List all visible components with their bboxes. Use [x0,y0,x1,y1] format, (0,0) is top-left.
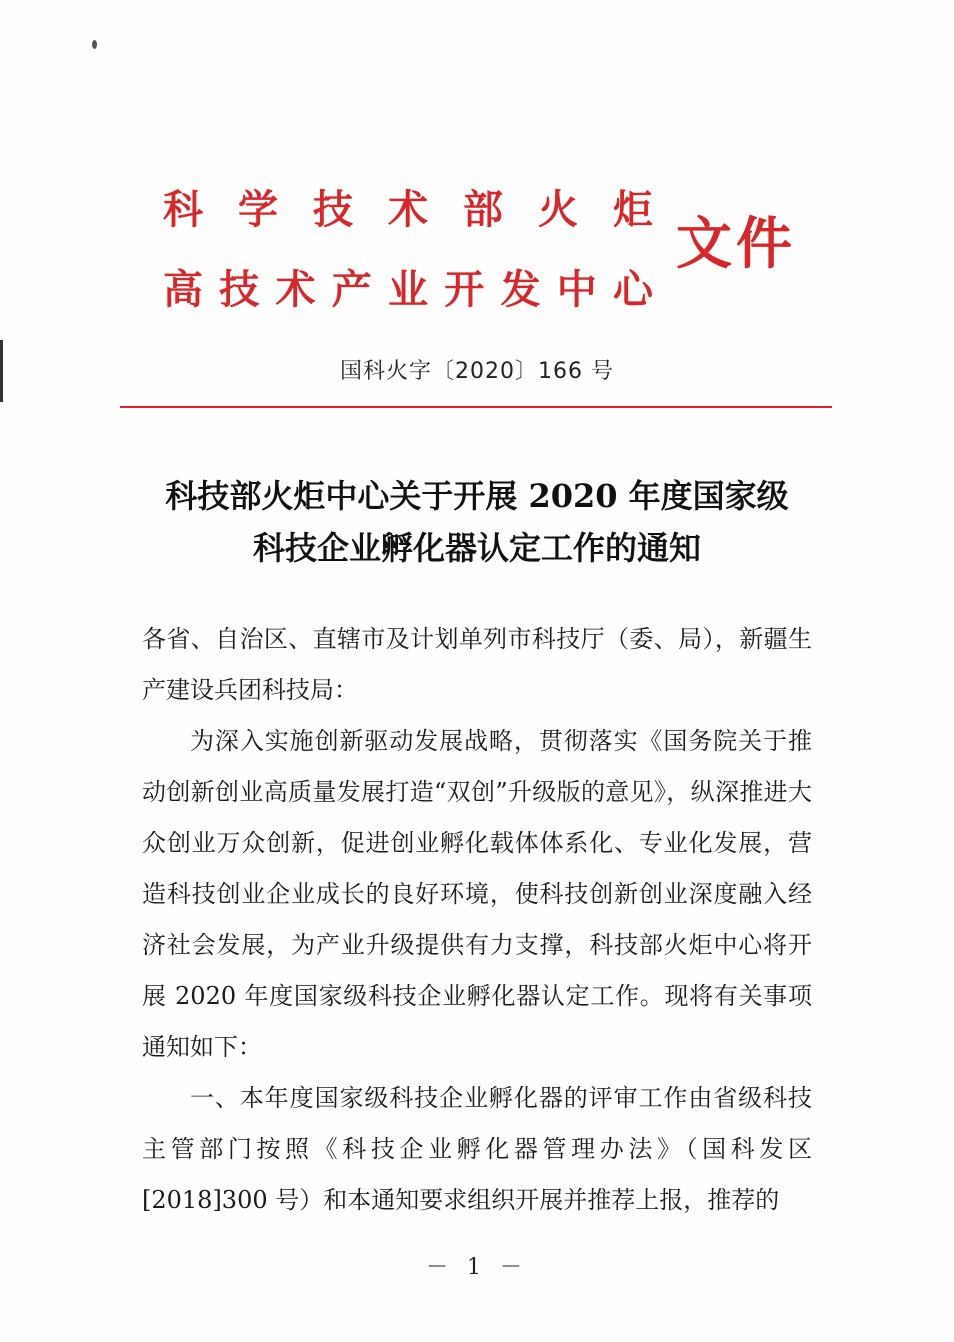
notice-body [142,614,812,1226]
paragraph-2: 一、本年度国家级科技企业孵化器的评审工作由省级科技主管部门按照《科技企业孵化器管理办法》（国科发区[2018]300 号）和本通知要求组织开展并推荐上报，推荐的 [142,1084,812,1214]
issuer-char: 中 [556,267,597,313]
document-word: 文件 [676,212,796,277]
document-number: 国科火字〔2020〕166 号 [340,359,614,384]
issuer-char: 开 [444,267,485,313]
notice-title [120,470,834,574]
issuer-char: 炬 [613,187,653,233]
issuer-char: 技 [313,187,353,233]
issuer-char: 业 [388,267,428,313]
scan-speck [92,40,97,49]
issuer-char: 学 [238,187,278,233]
paragraph-1: 为深入实施创新驱动发展战略，贯彻落实《国务院关于推动创新创业高质量发展打造“双创”升级版的意见》，纵深推进大众创业万众创新，促进创业孵化载体体系化、专业化发展，营造科技创业企业成长的良好环境，使科技创新创业深度融入经济社会发展，为产业升级提供有力支撑，科技部火炬中心将开展 2020 年度国家级科技企业孵化器认定工作。现将有关事项通知如下： [142,727,812,1061]
addressee: 各省、自治区、直辖市及计划单列市科技厅（委、局），新疆生产建设兵团科技局： [142,625,812,704]
title-line-1: 科技部火炬中心关于开展 2020 年度国家级 [165,477,789,515]
red-divider [120,406,832,408]
page-number: － 1 － [426,1255,528,1280]
issuer-char: 技 [219,267,260,313]
title-line-2: 科技企业孵化器认定工作的通知 [252,529,701,567]
issuer-line-2 [163,265,653,315]
issuer-char: 发 [500,267,541,313]
issuer-char: 术 [388,187,428,233]
issuer-char: 部 [463,187,503,233]
issuer-char: 科 [163,187,203,233]
issuer-char: 心 [613,267,653,313]
issuer-char: 高 [163,267,203,313]
issuer-char: 术 [275,267,316,313]
issuer-char: 火 [538,187,578,233]
issuer-char: 产 [331,267,372,313]
issuer-line-1 [163,185,653,235]
issuer-block [163,185,653,345]
